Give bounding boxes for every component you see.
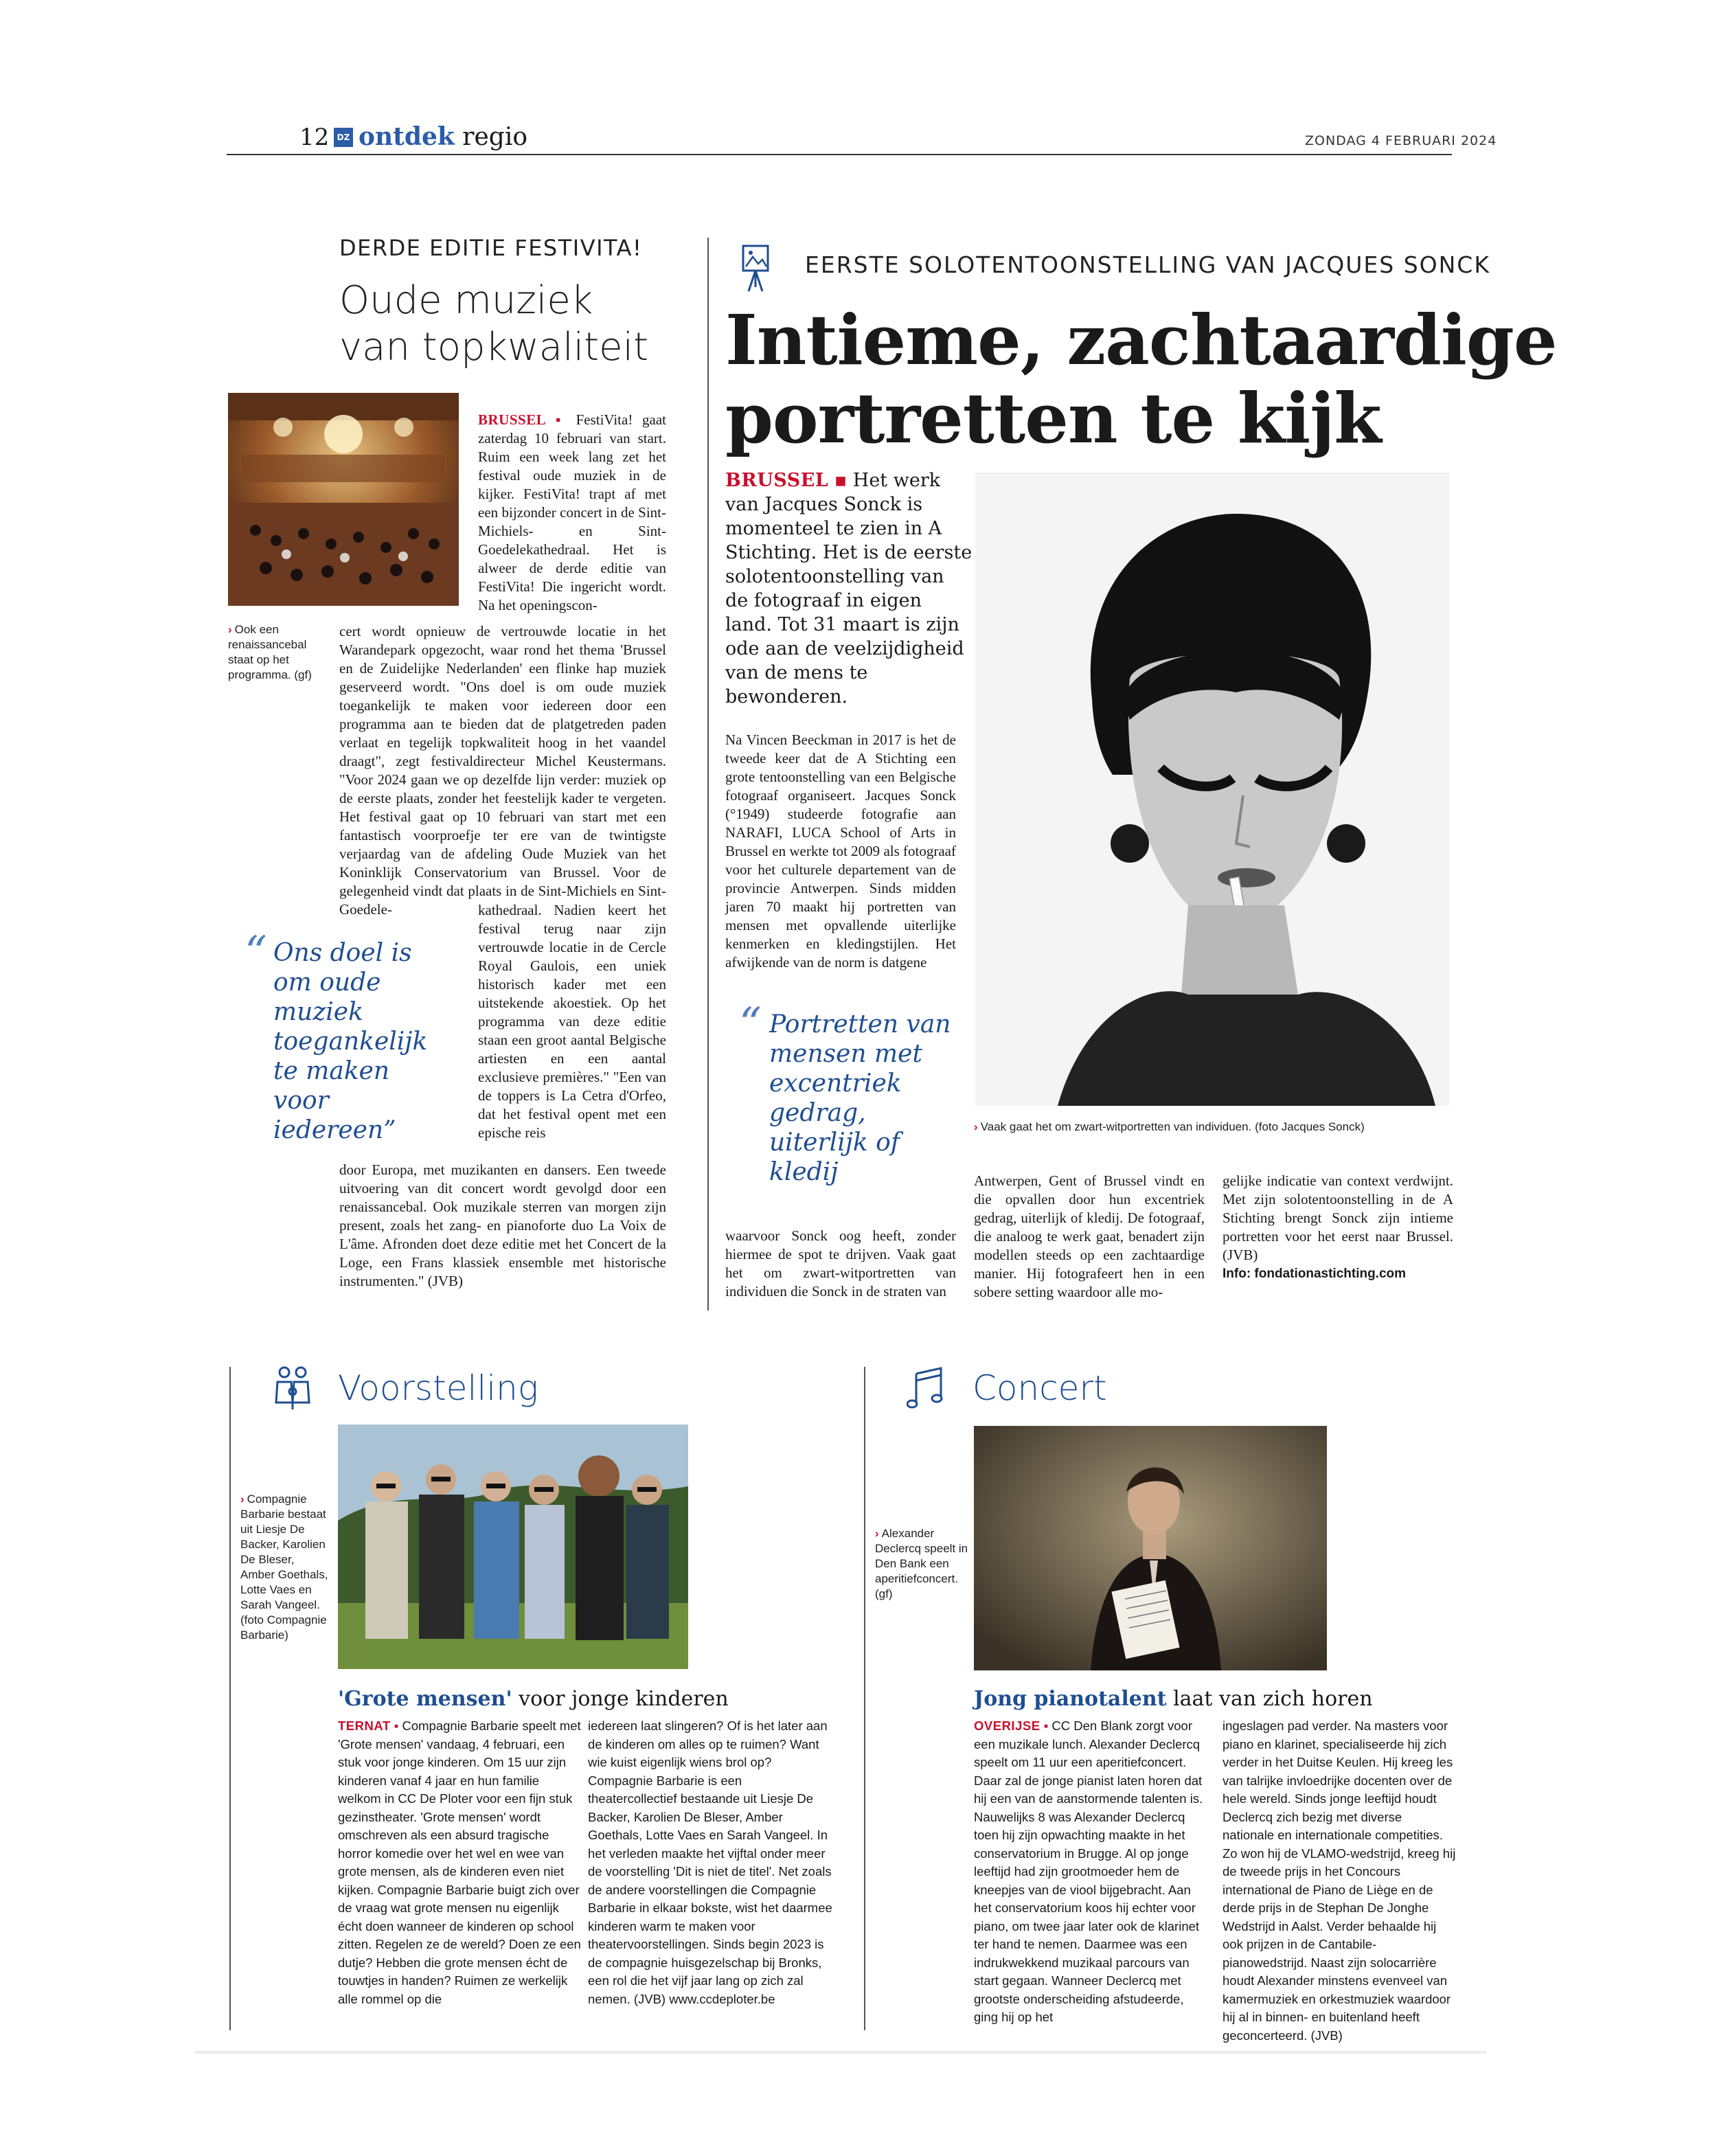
concert-col2: ingeslagen pad verder. Na masters voor piano en klarinet, specialiseerde hij zich verder in het Duitse Keulen. Hij kreeg les van talrijke invloedrijke docenten over de hele wereld. Sinds jonge leeftijd houdt Declercq zich bezig met diverse nationale en internationale competities. Zo won hij de VLAMO-wedstrijd, kreeg hij de tweede prijs in het Concours international de Piano de Liège en de derde prijs in de Stephan De Jonghe Wedstrijd in Aalst. Verder behaalde hij ook prijzen in de Cantabile-pianowedstrijd. Naast zijn solocarrière houdt Alexander minstens evenveel van kamermuziek en orkestmuziek waardoor hij al in binnen- en buitenland heeft geconcerteerd. (JVB) (1223, 1718, 1456, 2043)
festivita-pull-quote: “ Ons doel is om oude muziek toegankelijk te maken voor iedereen” (245, 927, 428, 1144)
sonck-body-1: Na Vincen Beeckman in 2017 is het de tweede keer dat de A Stichting een grote tentoonstelling van een Belgische fotograaf organiseert. Jacques Sonck (°1949) studeerde fotografie aan NARAFI, LUCA School of Arts in Brussel en werkte tot 2009 als fotograaf voor het culturele departement van de provincie Antwerpen. Sinds midden jaren 70 maakt hij portretten van mensen met opvallende uiterlijke kenmerken en kledingstijlen. Het afwijkende van de norm is datgene (725, 731, 956, 971)
sonck-body-3: Antwerpen, Gent of Brussel vindt en die opvallen door hun excentriek gedrag, uiterlijk of kledij. De fotograaf, die analoog te werk gaat, benadert zijn modellen steeds op een zachtaardige manier. Hij fotografeert hen in een sobere setting waardoor alle mo- (974, 1172, 1205, 1300)
music-notes-icon (907, 1364, 951, 1412)
sonck-caption: › Vaak gaat het om zwart-witportretten van individuen. (foto Jacques Sonck) (974, 1120, 1365, 1133)
pianist-photo (974, 1426, 1327, 1670)
column-divider-bottom-mid (864, 1367, 865, 2030)
voorstelling-col1: TERNAT ▪ Compagnie Barbarie speelt met 'Grote mensen' vandaag, 4 februari, een stuk voor jonge kinderen. Om 15 uur zijn kinderen vanaf 4 jaar en hun familie welkom in CC De Ploter voor een fijn stuk gezinstheater. 'Grote mensen' wordt omschreven als een absurd tragische horror komedie over het wel en wee van grote mensen, als de kinderen even niet kijken. Compagnie Barbarie buigt zich over de vraag wat grote mensen nu eigenlijk écht doen wanneer de kinderen op school zitten. Regelen ze de wereld? Doen ze een dutje? Hebben die grote mensen écht de touwtjes in handen? Ruimen ze werkelijk alle rommel op die (338, 1718, 581, 2006)
page-bottom-edge (195, 2051, 1486, 2054)
festivita-caption: › Ook een renaissancebal staat op het programma. (gf) (228, 623, 312, 681)
concert-section-title: Concert (973, 1368, 1107, 1408)
festivita-body-top: BRUSSEL ▪ FestiVita! gaat zaterdag 10 februari van start. Ruim een week lang zet het festival oude muziek in de kijker. FestiVita! trapt af met een bijzonder concert in de Sint-Michiels- en Sint-Goedelekathedraal. Het is alweer de derde editie van FestiVita! Die ingericht wordt. Na het openingscon- (478, 411, 666, 613)
festivita-body-wide: cert wordt opnieuw de vertrouwde locatie in het Warandepark opgezocht, waar rond het thema 'Brussel en de Zuidelijke Nederlanden' een flinke hap muziek geserveerd wordt. "Ons doel is om oude muziek toegankelijk te maken voor iedereen door een programma aan te bieden dat de platgetreden paden verlaat en tegelijk topkwaliteit hoog in het vaandel draagt", zegt festivaldirecteur Michel Keustermans. "Voor 2024 gaan we op dezelfde lijn verder: muziek op de eerste plaats, zonder het feestelijk kader te vergeten. Het festival gaat op 10 februari van start met een fantastisch voorproefje ter ere van de twintigste verjaardag van de afdeling Oude Muziek van het Koninklijk Conservatorium van Brussel. Voor de gelegenheid vindt dat plaats in de Sint-Michiels en Sint-Goedele- (339, 623, 666, 918)
section-label: ontdek regio (359, 122, 528, 151)
sonck-body-2: waarvoor Sonck oog heeft, zonder hiermee de spot te drijven. Vaak gaat het om zwart-witportretten van individuen die Sonck in de straten van (725, 1227, 956, 1300)
dz-logo: DZ (334, 128, 353, 147)
festivita-body-end: door Europa, met muzikanten en dansers. Een tweede uitvoering van dit concert wordt gevolgd door een renaissancebal. Ook muzikale sterren van morgen zijn present, zoals het zang- en pianoforte duo La Voix de L'âme. Afronden doet deze editie met het Concert de la Loge, een Frans klassiek ensemble met historische instrumenten." (JVB) (339, 1161, 666, 1289)
compagnie-barbarie-photo (338, 1425, 688, 1669)
festivita-kicker: DERDE EDITIE FESTIVITA! (339, 235, 643, 261)
voorstelling-col2: iedereen laat slingeren? Of is het later aan de kinderen om alles op te ruimen? Want wie kuist eigenlijk wiens brol op? Compagnie Barbarie is een theatercollectief bestaande uit Liesje De Backer, Karolien De Bleser, Amber Goethals, Lotte Vaes en Sarah Vangeel. In het verleden maakte het vijftal onder meer de voorstelling 'Dit is niet de titel'. Net zoals de andere voorstellingen die Compagnie Barbarie in elkaar bokste, wist het daarmee kinderen warm te maken voor theatervoorstellingen. Sinds begin 2023 is de compagnie huisgezelschap bij Bronks, een rol die het vijf jaar lang op zich zal nemen. (JVB) www.ccdeploter.be (588, 1718, 832, 2006)
voorstelling-caption: › Compagnie Barbarie bestaat uit Liesje De Backer, Karolien De Bleser, Amber Goethals, Lotte Vaes en Sarah Vangeel. (foto Compagnie Barbarie) (240, 1493, 328, 1642)
sonck-lead: BRUSSEL ▪ Het werk van Jacques Sonck is momenteel te zien in A Stichting. Het is de eerste solotentoonstelling van de fotograaf in eigen land. Tot 31 maart is zijn ode aan de veelzijdigheid van de mens te bewonderen. (725, 470, 973, 707)
header-rule (227, 154, 1452, 155)
sonck-kicker: EERSTE SOLOTENTOONSTELLING VAN JACQUES SONCK (805, 251, 1490, 278)
portrait-photo (975, 473, 1449, 1106)
concert-caption: › Alexander Declercq speelt in Den Bank een aperitiefconcert. (gf) (875, 1527, 968, 1600)
festivita-title: Oude muziek van topkwaliteit (339, 278, 649, 370)
page-number: 12 (299, 124, 330, 151)
column-divider-bottom-left (229, 1367, 231, 2030)
sonck-info-link[interactable]: Info: fondationastichting.com (1223, 1267, 1407, 1281)
page-date: ZONDAG 4 FEBRUARI 2024 (1305, 133, 1497, 148)
renaissance-ball-photo (228, 393, 459, 606)
voorstelling-headline: 'Grote mensen' voor jonge kinderen (338, 1687, 729, 1711)
people-icon (272, 1364, 313, 1412)
sonck-headline: Intieme, zachtaardige portretten te kijk (725, 299, 1557, 459)
easel-icon (739, 242, 772, 297)
column-divider-top (707, 238, 709, 1310)
concert-col1: OVERIJSE ▪ CC Den Blank zorgt voor een muzikale lunch. Alexander Declercq speelt om 11 uur een aperitiefconcert. Daar zal de jonge pianist laten horen dat hij een van de aanstormende talenten is. Nauwelijks 8 was Alexander Declercq toen hij zijn opwachting maakte in het conservatorium in Brugge. Al op jonge leeftijd had zijn grootmoeder hem de kneepjes van de viool bijgebracht. Aan het conservatorium koos hij echter voor piano, om twee jaar later ook de klarinet ter hand te nemen. Daarmee was een indrukwekkend muzikaal parcours van start gegaan. Wanneer Declercq met grootste onderscheiding afstudeerde, ging hij op het (974, 1718, 1203, 2024)
festivita-body-narrow2: kathedraal. Nadien keert het festival terug naar zijn vertrouwde locatie in de Cercle Royal Gaulois, een uniek historisch kader met een uitstekende akoestiek. Op het programma van deze editie staan een groot aantal Belgische artiesten en een aantal exclusieve premières." "Een van de toppers is La Cetra d'Orfeo, dat het festival opent met een epische reis (478, 902, 666, 1141)
sonck-body-4: gelijke indicatie van context verdwijnt. Met zijn solotentoonstelling in de A Stichting brengt Sonck zijn intieme portretten voor het eerst naar Brussel. (JVB) Info: fondationastichting.com (1223, 1172, 1453, 1283)
voorstelling-section-title: Voorstelling (338, 1368, 538, 1408)
concert-headline: Jong pianotalent laat van zich horen (974, 1687, 1373, 1711)
sonck-pull-quote: “ Portretten van mensen met excentriek gedrag, uiterlijk of kledij (739, 999, 951, 1186)
